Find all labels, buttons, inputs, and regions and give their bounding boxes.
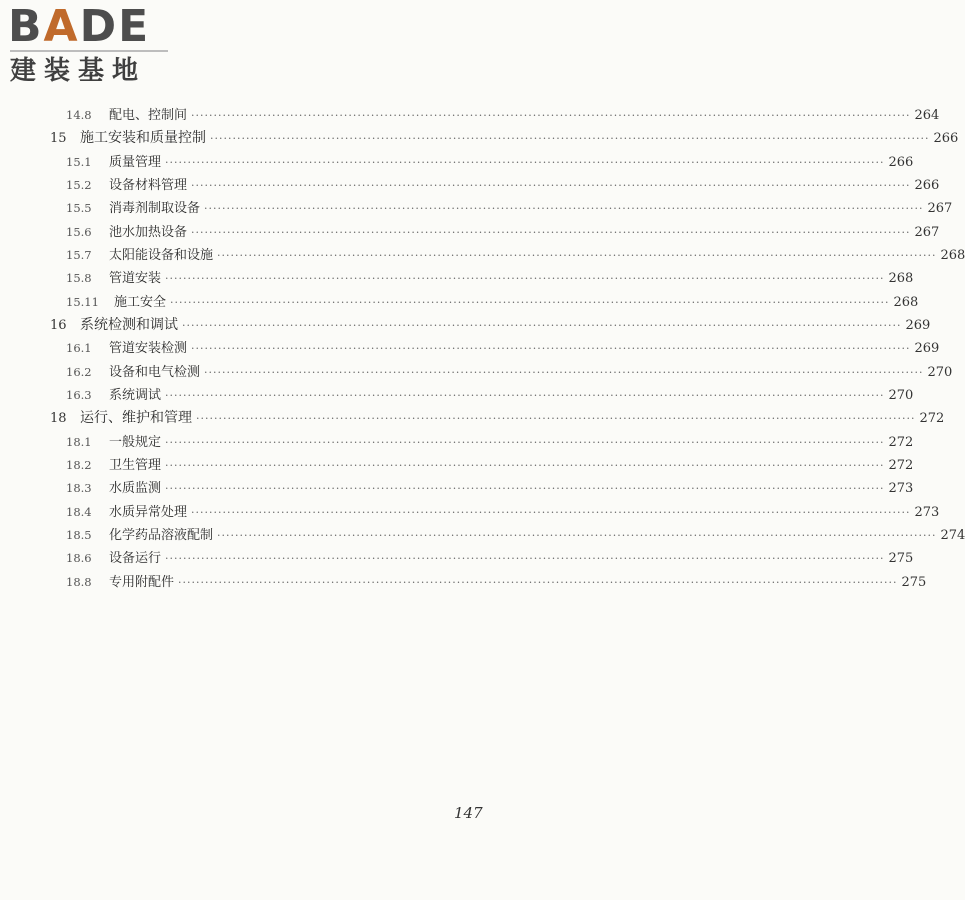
toc-leader-dots: ································································································································································ (191, 109, 911, 122)
toc-leader-dots: ································································································································································ (170, 295, 890, 309)
toc-page: 272 (919, 411, 945, 427)
toc-page: 268 (888, 271, 914, 287)
toc-title: 施工安装和质量控制 (80, 130, 206, 147)
toc-number: 15.6 (66, 224, 92, 239)
toc-number: 18.4 (66, 504, 92, 519)
toc-section-row (50, 337, 940, 360)
toc-number: 18 (50, 411, 67, 427)
toc-leader-dots: ································································································································································ (191, 178, 911, 192)
toc-number: 18.2 (66, 457, 92, 472)
toc-leader-dots: ································································································································································ (217, 248, 937, 262)
toc-page: 270 (888, 387, 914, 403)
toc-title: 水质监测 (109, 481, 162, 497)
toc-title: 运行、维护和管理 (80, 410, 192, 427)
toc-section-row (50, 291, 919, 314)
logo-letter-b: B (8, 1, 44, 52)
toc-title: 设备材料管理 (109, 177, 188, 193)
toc-page: 266 (888, 154, 914, 170)
toc-leader-dots: ································································································································································ (165, 482, 885, 496)
toc-leader-dots: ································································································································································ (178, 575, 898, 589)
toc-section-row (50, 174, 940, 197)
toc-number: 15.11 (66, 294, 99, 309)
toc-section-row (50, 361, 953, 384)
toc-title: 设备和电气检测 (109, 364, 201, 380)
toc-leader-dots: ································································································································································ (165, 388, 885, 402)
toc-leader-dots: ································································································································································ (191, 505, 911, 519)
toc-number: 15 (50, 131, 67, 147)
toc-leader-dots: ································································································································································ (165, 552, 885, 566)
toc-section-row (50, 571, 927, 594)
toc-number: 15.7 (66, 247, 92, 262)
toc-page: 269 (905, 317, 931, 333)
toc-page: 267 (914, 224, 940, 240)
table-of-contents (50, 104, 965, 594)
toc-title: 池水加热设备 (109, 224, 188, 240)
toc-section-row (50, 431, 914, 454)
toc-section-row (50, 477, 914, 500)
toc-leader-dots: ································································································································································ (191, 225, 911, 239)
toc-page: 264 (914, 108, 940, 123)
toc-page: 273 (888, 481, 914, 497)
toc-section-row (50, 244, 965, 267)
toc-page: 273 (914, 504, 940, 520)
logo-subtitle: 建装基地 (10, 56, 147, 86)
toc-page: 270 (927, 364, 953, 380)
toc-title: 消毒剂制取设备 (109, 201, 201, 217)
page-number: 147 (454, 804, 483, 822)
toc-section-row (50, 524, 965, 547)
logo-wordmark (8, 1, 178, 52)
toc-number: 16.3 (66, 387, 92, 402)
toc-number: 18.8 (66, 574, 92, 589)
toc-section-row (50, 104, 940, 127)
toc-title: 管道安装检测 (109, 341, 188, 357)
toc-number: 18.1 (66, 434, 92, 449)
toc-section-row (50, 197, 953, 220)
toc-leader-dots: ································································································································································ (165, 155, 885, 169)
toc-title: 化学药品溶液配制 (109, 527, 214, 543)
toc-title: 水质异常处理 (109, 504, 188, 520)
toc-chapter-row (50, 314, 931, 337)
toc-leader-dots: ································································································································································ (191, 342, 911, 356)
toc-page: 275 (901, 574, 927, 590)
toc-page: 266 (933, 131, 959, 147)
toc-section-row (50, 221, 940, 244)
logo-letters-de: DE (79, 1, 151, 52)
toc-section-row (50, 267, 914, 290)
toc-number: 16.1 (66, 341, 92, 356)
toc-number: 15.1 (66, 154, 92, 169)
toc-section-row (50, 454, 914, 477)
toc-title: 系统检测和调试 (80, 316, 178, 333)
toc-leader-dots: ································································································································································ (204, 202, 924, 216)
toc-title: 一般规定 (109, 434, 162, 450)
toc-chapter-row (50, 407, 945, 430)
toc-page: 275 (888, 551, 914, 567)
toc-section-row (50, 384, 914, 407)
toc-number: 15.2 (66, 177, 92, 192)
toc-title: 卫生管理 (109, 457, 162, 473)
toc-leader-dots: ································································································································································ (165, 435, 885, 449)
toc-title: 配电、控制间 (109, 108, 188, 123)
toc-title: 施工安全 (114, 294, 167, 310)
toc-page: 268 (893, 294, 919, 310)
toc-number: 15.8 (66, 271, 92, 286)
toc-section-row (50, 151, 914, 174)
toc-number: 15.5 (66, 201, 92, 216)
toc-page: 274 (940, 527, 965, 543)
toc-leader-dots: ································································································································································ (165, 272, 885, 286)
toc-page: 268 (940, 247, 965, 263)
toc-number: 14.8 (66, 108, 92, 122)
toc-page: 267 (927, 201, 953, 217)
toc-number: 18.5 (66, 527, 92, 542)
toc-leader-dots: ································································································································································ (217, 528, 937, 542)
toc-leader-dots: ································································································································································ (196, 412, 916, 426)
toc-section-row (50, 501, 940, 524)
site-logo (8, 1, 178, 86)
toc-section-row (50, 547, 914, 570)
toc-number: 16.2 (66, 364, 92, 379)
toc-title: 设备运行 (109, 551, 162, 567)
toc-leader-dots: ································································································································································ (182, 318, 902, 332)
toc-page: 272 (888, 457, 914, 473)
toc-page: 266 (914, 177, 940, 193)
toc-title: 管道安装 (109, 271, 162, 287)
toc-number: 16 (50, 317, 67, 333)
toc-leader-dots: ································································································································································ (210, 132, 930, 146)
toc-page: 269 (914, 341, 940, 357)
toc-title: 专用附配件 (109, 574, 175, 590)
toc-number: 18.3 (66, 481, 92, 496)
toc-title: 系统调试 (109, 387, 162, 403)
toc-page: 272 (888, 434, 914, 450)
toc-chapter-row (50, 127, 959, 150)
toc-title: 太阳能设备和设施 (109, 247, 214, 263)
toc-number: 18.6 (66, 551, 92, 566)
toc-leader-dots: ································································································································································ (165, 458, 885, 472)
logo-letter-a: A (43, 1, 80, 52)
toc-title: 质量管理 (109, 154, 162, 170)
toc-leader-dots: ································································································································································ (204, 365, 924, 379)
